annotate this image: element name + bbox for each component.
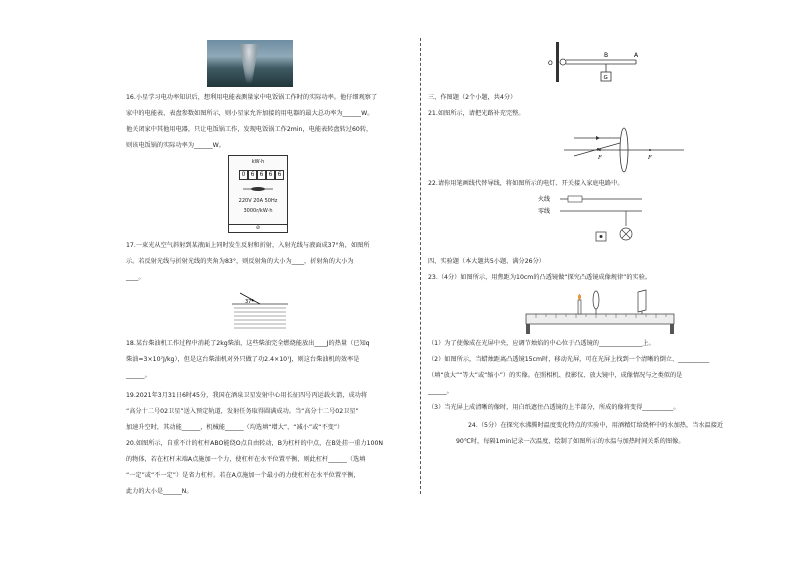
meter-disc-icon bbox=[229, 184, 287, 194]
column-divider bbox=[420, 38, 421, 494]
q19-line1: 19.2021年3月31日6时45分，我国在酒泉卫星发射中心用长征四号丙运载火箭，成功将 bbox=[126, 392, 368, 399]
q17-line1: 17.一束光从空气斜射到某液面上同时发生反射和折射，入射光线与液面成37°角，如图所 bbox=[126, 242, 370, 249]
section3-title: 三、作图题（2个小题，共4分） bbox=[428, 94, 517, 101]
label-b: B bbox=[604, 52, 609, 59]
q23-sub1: （1）为了使像成在光屏中央，应调节烛焰的中心位于凸透镜的______________上。 bbox=[428, 340, 655, 347]
lever-diagram bbox=[546, 40, 656, 90]
q23-sub2c: ______。 bbox=[428, 388, 453, 395]
q22-text: 22.请你用笔画线代替导线，将如图所示的电灯、开关接入家庭电路中。 bbox=[428, 180, 624, 187]
q23-line1: 23.（4分）如图所示，用焦距为10cm的凸透镜做“探究凸透镜成像规律”的实验。 bbox=[428, 274, 652, 281]
meter-digit: 6 bbox=[275, 170, 284, 180]
q23-sub2a: （2）如图所示，当蜡烛距离凸透镜15cm时，移动光屏，可在光屏上找到一个清晰的倒立、__________ bbox=[428, 356, 710, 363]
meter-digit: 0 bbox=[239, 170, 248, 180]
angle-label: 37° bbox=[245, 299, 254, 305]
neutral-wire-label: 零线 bbox=[538, 208, 551, 215]
q20-line2: 的物体，若在杠杆末端A点施加一个力，使杠杆在水平位置平衡，则此杠杆______（选填 bbox=[126, 456, 366, 463]
section4-title: 四、实验题（本大题共5小题，满分26分） bbox=[428, 258, 545, 265]
meter-spec: 220V 20A 50Hz bbox=[238, 198, 278, 204]
meter-base: ⊘ bbox=[228, 224, 288, 233]
q20-line4: 此力的大小是______N。 bbox=[126, 488, 193, 495]
electric-meter bbox=[228, 155, 288, 225]
q19-line3: 加速升空时，其动能______，机械能______（均选填“增大”、“减小”或“不变”） bbox=[126, 424, 344, 431]
tornado-photo bbox=[207, 40, 293, 87]
meter-digit: 6 bbox=[248, 170, 257, 180]
focus-right-label: F bbox=[648, 155, 652, 161]
q20-line1: 20.如图所示，自重不计的杠杆ABO能绕O点自由转动，B为杠杆的中点，在B处挂一重力100N bbox=[126, 440, 384, 447]
q19-line2: “高分十二号02卫星”送入预定轨道，发射任务取得圆满成功。当“高分十二号02卫星” bbox=[126, 408, 359, 415]
q18-line1: 18.某台柴油机工作过程中消耗了2kg柴油，这些柴油完全燃烧能放出____J的热量（已知q bbox=[126, 340, 370, 347]
q24-line2: 90℃时，每隔1min记录一次温度，绘制了如图所示的水温与加热时间关系的图像。 bbox=[456, 438, 685, 445]
meter-digit: 6 bbox=[266, 170, 275, 180]
right-column bbox=[424, 0, 794, 562]
q16-line1: 16.小星学习电功率知识后，想利用电能表测量家中电饭锅工作时的实际功率。他仔细观察了 bbox=[126, 94, 378, 101]
optical-bench-diagram bbox=[520, 288, 680, 338]
liquid-surface-diagram bbox=[230, 292, 290, 332]
q16-line3: 他关闭家中其他用电器，只让电饭锅工作，发现电饭锅工作2min，电能表转盘转过60转， bbox=[126, 126, 373, 133]
q23-sub3: （3）当光屏上成清晰的像时，用白纸遮住凸透镜的上半部分，所成的像将变得__________。 bbox=[428, 404, 680, 411]
q18-line2: 柴油=3×10⁷J/kg），但是这台柴油机对外只做了功2.4×10⁷J，则这台柴油机的效率是 bbox=[126, 356, 360, 363]
q16-line2: 家中的电能表，表盘参数如图所示，则小星家允许加接的用电器的最大总功率为______W。 bbox=[126, 110, 374, 117]
q17-line3: ____。 bbox=[126, 274, 145, 281]
q21-text: 21.如图所示，请把光路补充完整。 bbox=[428, 110, 525, 117]
q17-line2: 示。若反射光线与折射光线的夹角为83°，则反射角的大小为____，折射角的大小为 bbox=[126, 258, 354, 265]
q24-line1: 24.（5分）在探究水沸腾时温度变化特点的实验中，用酒精灯给烧杯中的水加热，当水温接近 bbox=[468, 422, 724, 429]
q23-sub2b: （填“放大”“等大”或“缩小”）的实像。在照相机、投影仪、放大镜中，成像情况与之类似的是 bbox=[428, 372, 683, 379]
q16-line4: 则该电饭锅的实际功率为______W。 bbox=[126, 142, 225, 149]
q20-line3: “一定”或“不一定”）是省力杠杆。若在A点施加一个最小的力使杠杆在水平位置平衡， bbox=[126, 472, 360, 479]
label-o: O bbox=[548, 60, 553, 67]
focus-left-label: F bbox=[598, 155, 602, 161]
lens-diagram bbox=[564, 126, 684, 176]
q18-line3: ______。 bbox=[126, 372, 151, 379]
meter-unit: kW·h bbox=[251, 159, 265, 165]
meter-rev: 3000r/kW·h bbox=[243, 208, 273, 214]
meter-digit: 6 bbox=[257, 170, 266, 180]
circuit-diagram bbox=[536, 192, 646, 252]
tornado-funnel bbox=[237, 44, 261, 84]
meter-digits bbox=[239, 170, 284, 180]
label-a: A bbox=[634, 52, 639, 59]
label-g: G bbox=[603, 75, 608, 81]
live-wire-label: 火线 bbox=[538, 196, 551, 203]
